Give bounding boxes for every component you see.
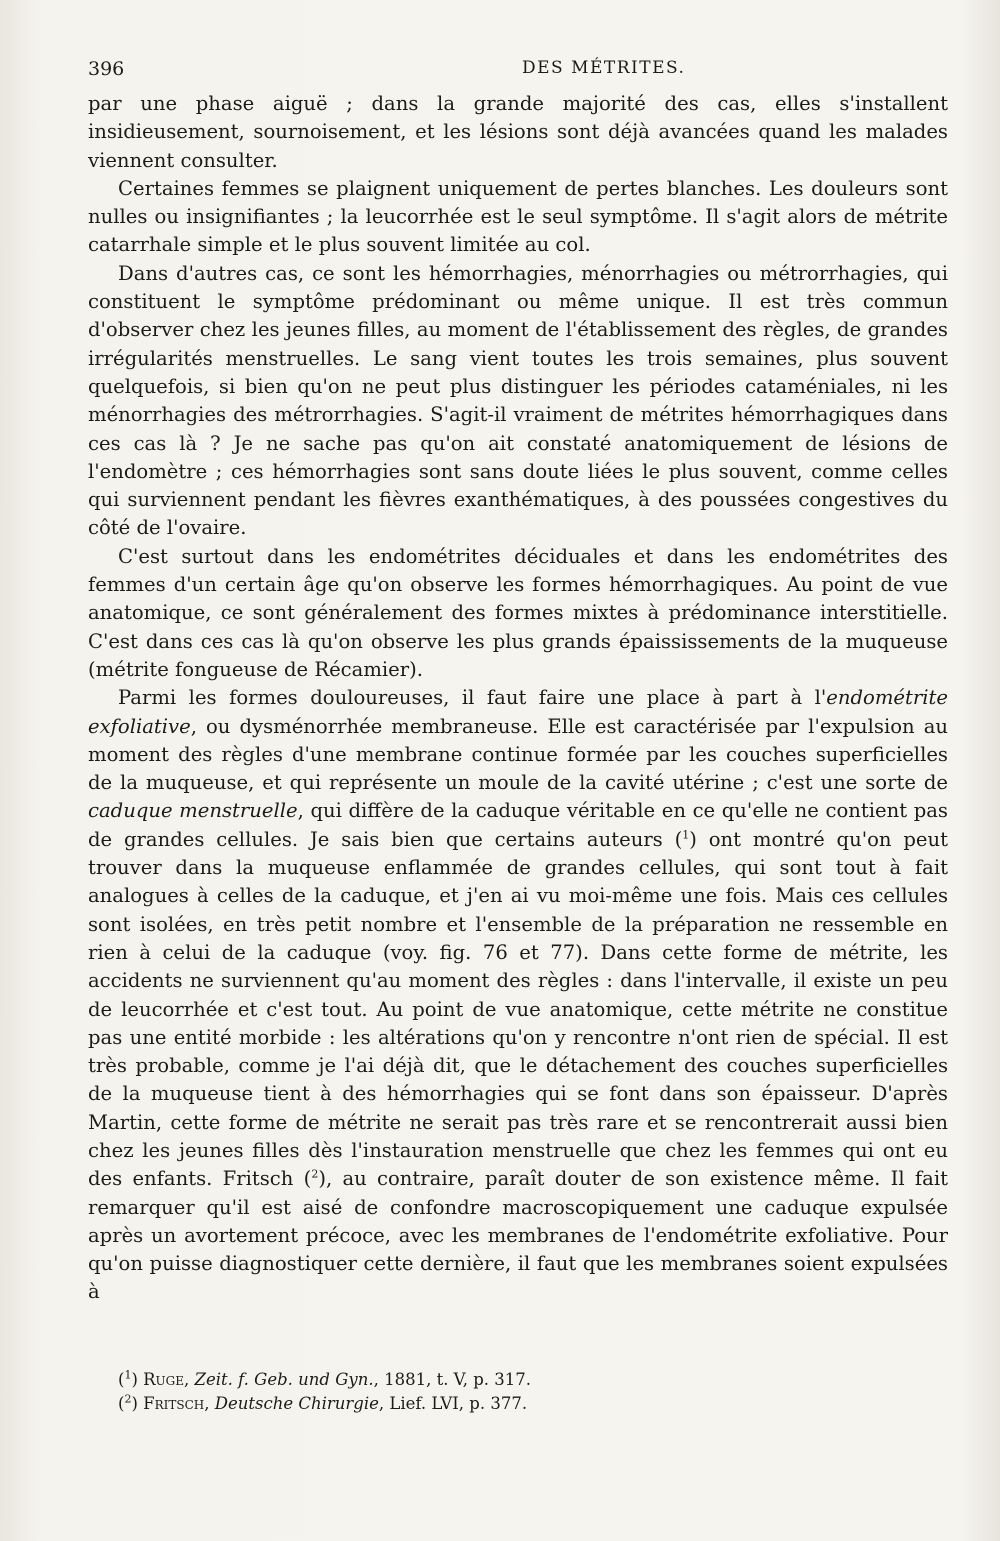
page-number: 396: [88, 58, 125, 80]
paragraph-4: C'est surtout dans les endométrites déciduales et dans les endométrites des femmes d'un certain âge qu'on observe les formes hémorrhagiques. Au point de vue anatomique, ce sont généralement des formes mixtes à prédominance interstitielle. C'est dans ces cas là qu'on observe les plus grands épaississements de la muqueuse (métrite fongueuse de Récamier).: [88, 544, 948, 681]
footnote-2-rest: , Lief. LVI, p. 377.: [378, 1394, 528, 1413]
paragraph-5-text-b: , ou dysménorrhée membraneuse. Elle est caractérisée par l'expulsion au moment des règles d'une membrane continue formée par les couches superficielles de la muqueuse, et qui représente un moule de la cavité utérine ; c'est une sorte de: [88, 714, 948, 795]
term-caduque-menstruelle: caduque menstruelle: [88, 799, 298, 823]
paragraph-1: par une phase aiguë ; dans la grande majorité des cas, elles s'installent insidieusement, sournoisement, et les lésions sont déjà avancées quand les malades viennent consulter.: [88, 92, 948, 172]
footnote-1-mark: 1: [124, 1368, 132, 1382]
footnote-2-work: Deutsche Chirurgie: [214, 1394, 379, 1413]
footnote-2-author: Fritsch: [143, 1394, 205, 1413]
footnote-1: ($^1$) Ruge, Zeit. f. Geb. und Gyn., 1881, t. V, p. 317.: [118, 1368, 531, 1389]
running-title: DES MÉTRITES.: [522, 58, 686, 78]
body-text: [88, 90, 948, 1307]
paragraph-5: [88, 684, 948, 1307]
footnote-1-rest: , 1881, t. V, p. 317.: [373, 1370, 531, 1389]
paragraph-5-text-e: ), au contraire, paraît douter de son existence même. Il fait remarquer qu'il est aisé de confondre macroscopiquement une caduque expulsée après un avortement précoce, avec les membranes de l'endométrite exfoliative. Pour qu'on puisse diagnostiquer cette dernière, il faut que les membranes soient expulsées à: [88, 1167, 948, 1304]
paragraph-5-text-d: ) ont montré qu'on peut trouver dans la muqueuse enflammée de grandes cellules, qui sont tout à fait analogues à celles de la caduque, et j'en ai vu moi-même une fois. Mais ces cellules sont isolées, en très petit nombre et l'ensemble de la préparation ne ressemble en rien à celui de la caduque (voy. fig. 76 et 77). Dans cette forme de métrite, les accidents ne surviennent qu'au moment des règles : dans l'intervalle, il existe un peu de leucorrhée et c'est tout. Au point de vue anatomique, cette métrite ne constitue pas une entité morbide : les altérations qu'on y rencontre n'ont rien de spécial. Il est très probable, comme je l'ai déjà dit, que le détachement des couches superficielles de la muqueuse tient à des hémorrhagies qui se font dans son épaisseur. D'après Martin, cette forme de métrite ne serait pas très rare et se rencontrerait aussi bien chez les jeunes filles dès l'instauration menstruelle que chez les femmes qui ont eu des enfants. Fritsch (: [88, 827, 948, 1191]
footnote-1-author: Ruge: [143, 1370, 185, 1389]
footnote-2: ($^2$) Fritsch, Deutsche Chirurgie, Lief. LVI, p. 377.: [118, 1392, 528, 1413]
paragraph-5-text-a: Parmi les formes douloureuses, il faut faire une place à part à l': [118, 686, 827, 710]
paragraph-2: Certaines femmes se plaignent uniquement de pertes blanches. Les douleurs sont nulles ou insignifiantes ; la leucorrhée est le seul symptôme. Il s'agit alors de métrite catarrhale simple et le plus souvent limitée au col.: [88, 176, 948, 257]
page-header: [88, 58, 948, 84]
footnote-2-sep: ,: [204, 1394, 215, 1413]
footnote-1-work: Zeit. f. Geb. und Gyn.: [194, 1370, 374, 1389]
paragraph-5-text-c: , qui diffère de la caduque véritable en ce qu'elle ne contient pas de grandes cellules. Je sais bien que certains auteurs (: [88, 799, 948, 851]
paragraph-3: Dans d'autres cas, ce sont les hémorrhagies, ménorrhagies ou métrorrhagies, qui constituent le symptôme prédominant ou même unique. Il est très commun d'observer chez les jeunes filles, au moment de l'établissement des règles, de grandes irrégularités menstruelles. Le sang vient toutes les trois semaines, plus souvent quelquefois, si bien qu'on ne peut plus distinguer les périodes cataméniales, ni les ménorrhagies des métrorrhagies. S'agit-il vraiment de métrites hémorrhagiques dans ces cas là ? Je ne sache pas qu'on ait constaté anatomiquement de lésions de l'endomètre ; ces hémorrhagies sont sans doute liées le plus souvent, comme celles qui surviennent pendant les fièvres exanthématiques, à des poussées congestives du côté de l'ovaire.: [88, 261, 948, 540]
footnote-ref-2: 2: [311, 1167, 319, 1181]
footnote-1-sep: ,: [184, 1370, 195, 1389]
footnote-2-mark: 2: [124, 1392, 132, 1406]
footnote-ref-1: 1: [682, 828, 690, 842]
footnotes: [118, 1368, 878, 1416]
term-endometrite-exfoliative: endométrite exfoliative: [88, 686, 948, 738]
